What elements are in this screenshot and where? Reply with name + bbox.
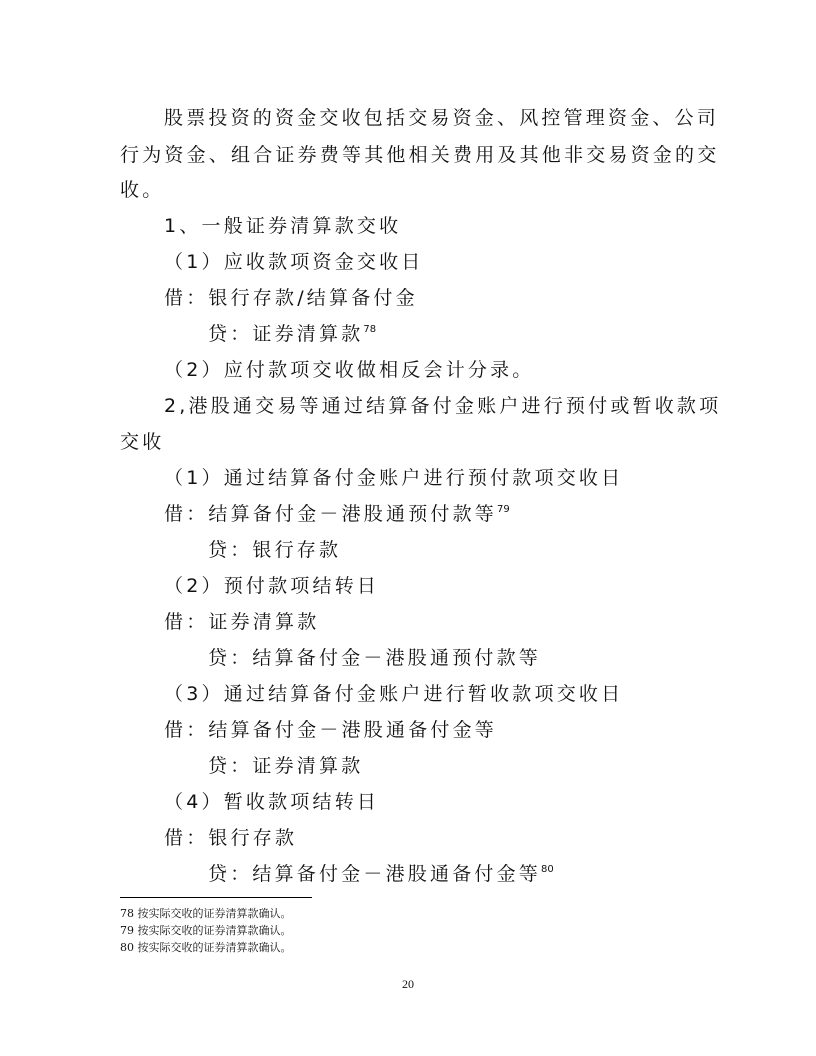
section-2-item-3-debit: 借：结算备付金－港股通备付金等 bbox=[164, 719, 498, 741]
section-1-credit-entry bbox=[208, 322, 376, 346]
footnote-separator bbox=[120, 897, 312, 898]
section-2-item-3: （3）通过结算备付金账户进行暂收款项交收日 bbox=[164, 683, 624, 705]
section-1-item-1: （1）应收款项资金交收日 bbox=[164, 251, 424, 273]
intro-line-3: 收。 bbox=[120, 179, 165, 201]
section-2-item-1-debit bbox=[164, 502, 510, 526]
section-2-title-line-2: 交收 bbox=[120, 431, 165, 453]
credit-text: 贷：结算备付金－港股通备付金等 bbox=[208, 863, 542, 885]
footnote-78: 78 按实际交收的证券清算款确认。 bbox=[120, 907, 292, 920]
section-2-item-1: （1）通过结算备付金账户进行预付款项交收日 bbox=[164, 467, 624, 489]
section-2-item-2-credit: 贷：结算备付金－港股通预付款等 bbox=[208, 647, 542, 669]
section-2-item-1-credit: 贷：银行存款 bbox=[208, 539, 342, 561]
credit-text: 贷：证券清算款 bbox=[208, 323, 364, 345]
footnote-80: 80 按实际交收的证券清算款确认。 bbox=[120, 941, 292, 954]
section-1-item-2: （2）应付款项交收做相反会计分录。 bbox=[164, 359, 535, 381]
page-number: 20 bbox=[402, 977, 414, 991]
section-2-title-line-1: 2,港股通交易等通过结算备付金账户进行预付或暂收款项 bbox=[164, 395, 722, 417]
intro-line-1: 股票投资的资金交收包括交易资金、风控管理资金、公司 bbox=[164, 107, 720, 129]
section-2-item-4: （4）暂收款项结转日 bbox=[164, 791, 380, 813]
section-2-item-4-debit: 借：银行存款 bbox=[164, 827, 298, 849]
section-2-item-4-credit bbox=[208, 862, 554, 886]
footnote-79: 79 按实际交收的证券清算款确认。 bbox=[120, 924, 292, 937]
section-2-item-2-debit: 借：证券清算款 bbox=[164, 611, 320, 633]
intro-line-2: 行为资金、组合证券费等其他相关费用及其他非交易资金的交 bbox=[120, 144, 720, 166]
section-2-item-3-credit: 贷：证券清算款 bbox=[208, 755, 364, 777]
footnote-ref-80: 80 bbox=[541, 864, 554, 875]
footnote-ref-79: 79 bbox=[497, 504, 510, 515]
section-2-item-2: （2）预付款项结转日 bbox=[164, 575, 380, 597]
section-1-debit-entry: 借：银行存款/结算备付金 bbox=[164, 287, 418, 309]
debit-text: 借：结算备付金－港股通预付款等 bbox=[164, 503, 498, 525]
footnote-ref-78: 78 bbox=[363, 324, 377, 335]
section-1-title: 1、一般证券清算款交收 bbox=[164, 215, 402, 237]
